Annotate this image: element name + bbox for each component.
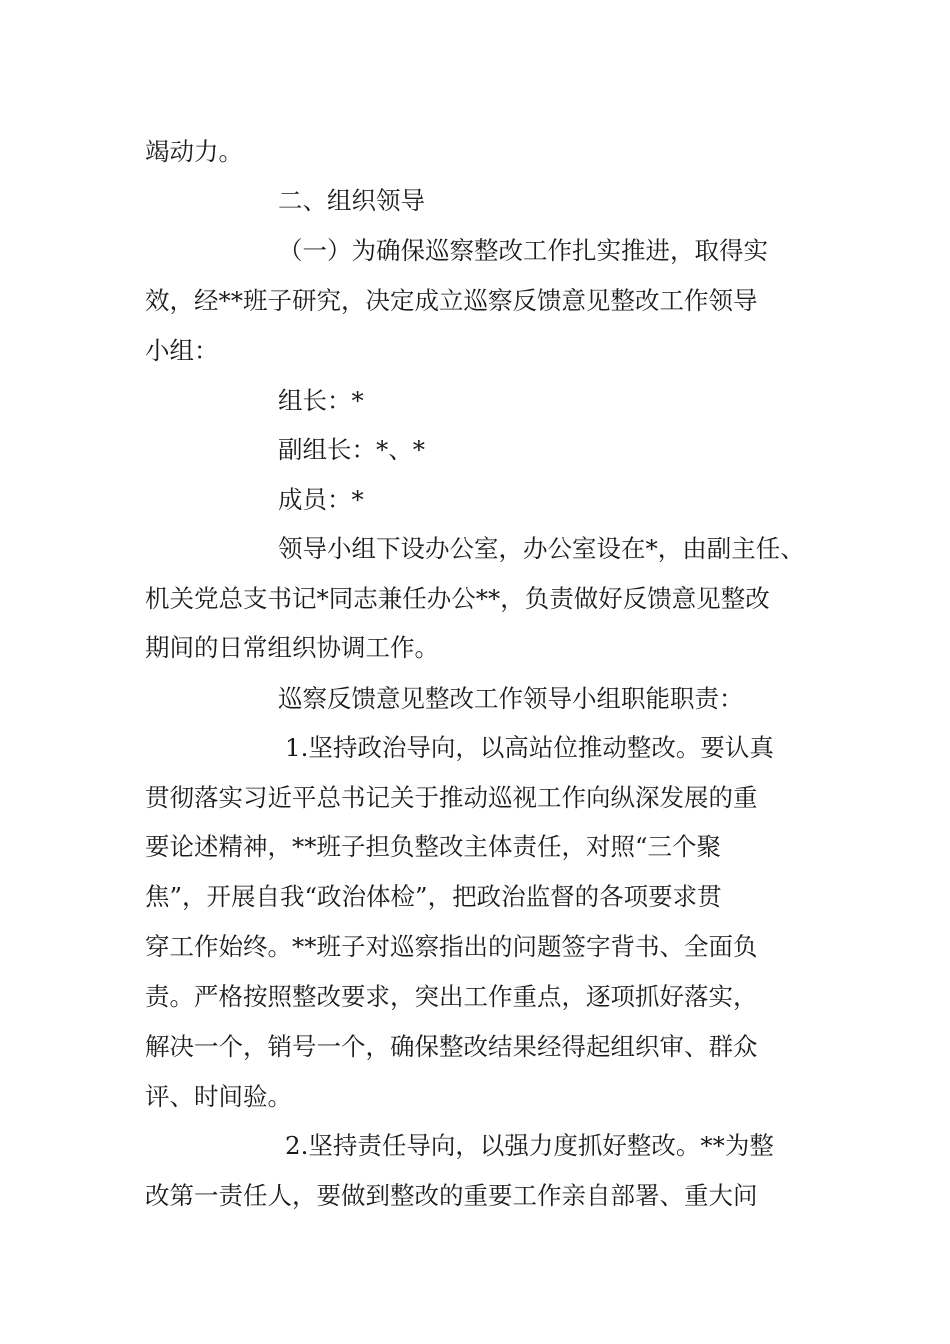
paragraph-line: 效，经**班子研究，决定成立巡察反馈意见整改工作领导 <box>145 286 758 315</box>
paragraph-line: 2.坚持责任导向，以强力度抓好整改。**为整 <box>285 1131 774 1160</box>
paragraph-line: 期间的日常组织协调工作。 <box>145 633 439 662</box>
paragraph-line: 巡察反馈意见整改工作领导小组职能职责： <box>278 684 744 713</box>
paragraph-line: 要论述精神，**班子担负整改主体责任，对照“三个聚 <box>145 832 722 861</box>
paragraph-line: 机关党总支书记*同志兼任办公**，负责做好反馈意见整改 <box>145 584 770 613</box>
paragraph-line: 解决一个，销号一个，确保整改结果经得起组织审、群众 <box>145 1032 758 1061</box>
paragraph-line: 贯彻落实习近平总书记关于推动巡视工作向纵深发展的重 <box>145 783 758 812</box>
section-heading: 二、组织领导 <box>278 186 425 215</box>
paragraph-line: 竭动力。 <box>145 137 243 166</box>
paragraph-line: 1.坚持政治导向，以高站位推动整改。要认真 <box>285 733 774 762</box>
paragraph-line: 小组： <box>145 336 219 365</box>
member-line: 组长：* <box>278 386 364 415</box>
member-line: 成员：* <box>278 485 364 514</box>
paragraph-line: 穿工作始终。**班子对巡察指出的问题签字背书、全面负 <box>145 932 758 961</box>
paragraph-line: 改第一责任人，要做到整改的重要工作亲自部署、重大问 <box>145 1181 758 1210</box>
paragraph-line: 评、时间验。 <box>145 1082 292 1111</box>
paragraph-line: （一）为确保巡察整改工作扎实推进，取得实 <box>278 236 768 265</box>
paragraph-line: 焦”，开展自我“政治体检”，把政治监督的各项要求贯 <box>145 882 722 911</box>
paragraph-line: 责。严格按照整改要求，突出工作重点，逐项抓好落实， <box>145 982 758 1011</box>
paragraph-line: 领导小组下设办公室，办公室设在*，由副主任、 <box>278 534 805 563</box>
member-line: 副组长：*、* <box>278 435 425 464</box>
